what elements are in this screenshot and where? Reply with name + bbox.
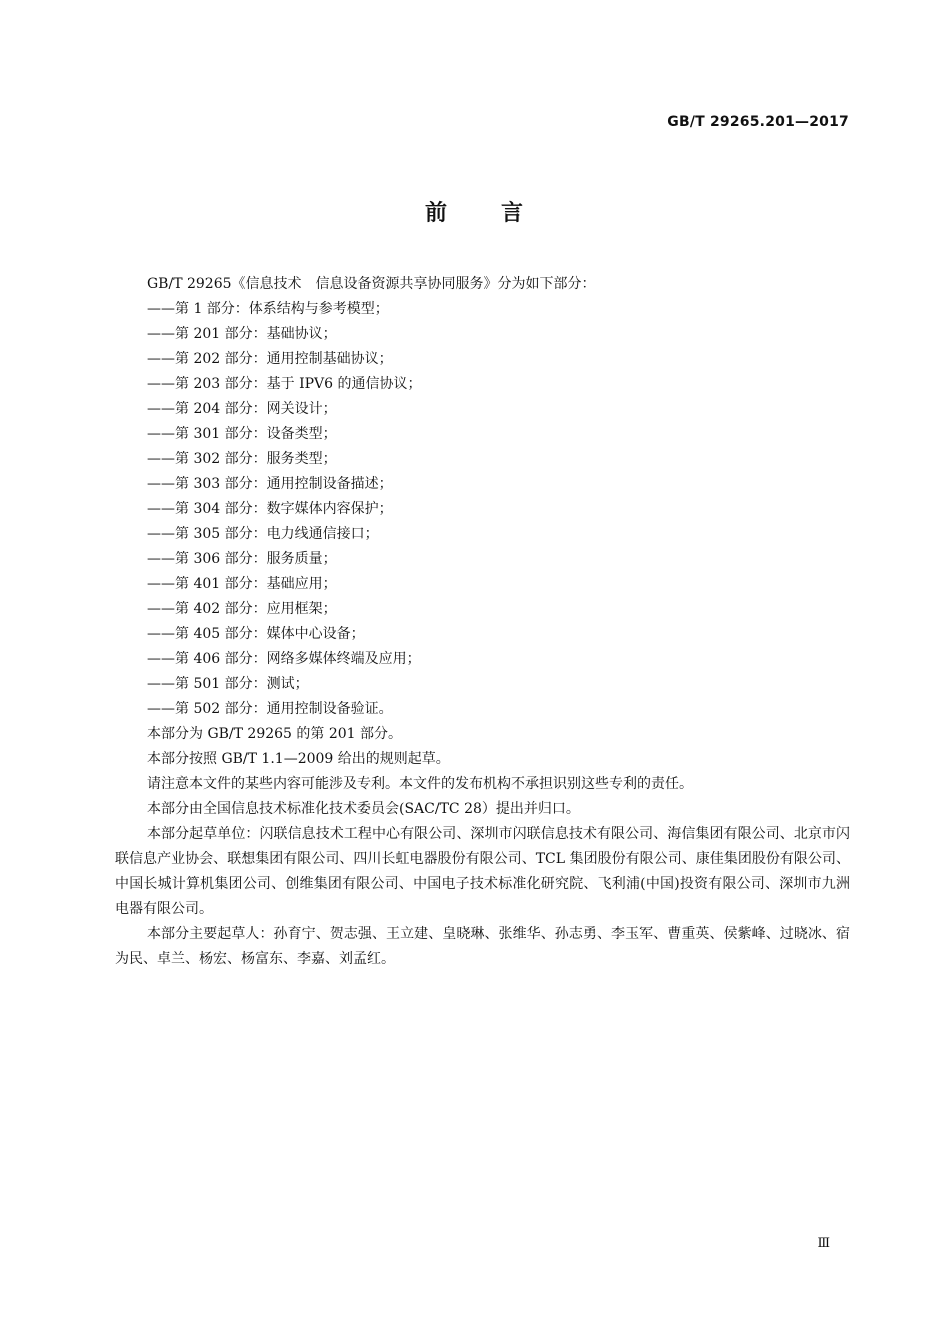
part-list-item: ——第 301 部分：设备类型； — [147, 426, 337, 442]
part-list-item: ——第 502 部分：通用控制设备验证。 — [147, 701, 393, 717]
foreword-body — [115, 272, 850, 972]
part-list-item: ——第 204 部分：网关设计； — [147, 401, 337, 417]
part-list-item: ——第 1 部分：体系结构与参考模型； — [147, 301, 389, 317]
part-list-item: ——第 306 部分：服务质量； — [147, 551, 337, 567]
part-list-item: ——第 405 部分：媒体中心设备； — [147, 626, 365, 642]
paragraph: GB/T 29265《信息技术 信息设备资源共享协同服务》分为如下部分： — [147, 276, 596, 292]
page-number: Ⅲ — [817, 1236, 830, 1251]
drafters: 本部分主要起草人：孙育宁、贺志强、王立建、皇晓琳、张维华、孙志勇、李玉军、曹重英、侯紫峰、过晓冰、宿为民、卓兰、杨宏、杨富东、李嘉、刘孟红。 — [115, 926, 850, 967]
drafting-units: 本部分起草单位：闪联信息技术工程中心有限公司、深圳市闪联信息技术有限公司、海信集团有限公司、北京市闪联信息产业协会、联想集团有限公司、四川长虹电器股份有限公司、TCL 集团股份有限公司、康佳集团股份有限公司、中国长城计算机集团公司、创维集团有限公司、中国电子技术标准化研究院、飞利浦(中国)投资有限公司、深圳市九洲电器有限公司。 — [115, 826, 850, 917]
part-list-item: ——第 402 部分：应用框架； — [147, 601, 337, 617]
paragraph: 本部分按照 GB/T 1.1—2009 给出的规则起草。 — [147, 751, 450, 767]
title-char-1: 前 — [424, 201, 449, 226]
part-list-item: ——第 401 部分：基础应用； — [147, 576, 337, 592]
part-list-item: ——第 302 部分：服务类型； — [147, 451, 337, 467]
part-list-item: ——第 304 部分：数字媒体内容保护； — [147, 501, 393, 517]
page-title — [0, 196, 950, 227]
part-list-item: ——第 202 部分：通用控制基础协议； — [147, 351, 393, 367]
paragraph: 本部分为 GB/T 29265 的第 201 部分。 — [147, 726, 403, 742]
standard-number: GB/T 29265.201—2017 — [667, 114, 849, 130]
title-char-2: 言 — [501, 201, 526, 226]
part-list-item: ——第 406 部分：网络多媒体终端及应用； — [147, 651, 421, 667]
part-list-item: ——第 203 部分：基于 IPV6 的通信协议； — [147, 376, 422, 392]
part-list-item: ——第 305 部分：电力线通信接口； — [147, 526, 379, 542]
part-list-item: ——第 501 部分：测试； — [147, 676, 309, 692]
patent-notice: 请注意本文件的某些内容可能涉及专利。本文件的发布机构不承担识别这些专利的责任。 — [147, 776, 693, 792]
paragraph: 本部分由全国信息技术标准化技术委员会(SAC/TC 28）提出并归口。 — [147, 801, 580, 817]
part-list-item: ——第 201 部分：基础协议； — [147, 326, 337, 342]
part-list-item: ——第 303 部分：通用控制设备描述； — [147, 476, 393, 492]
